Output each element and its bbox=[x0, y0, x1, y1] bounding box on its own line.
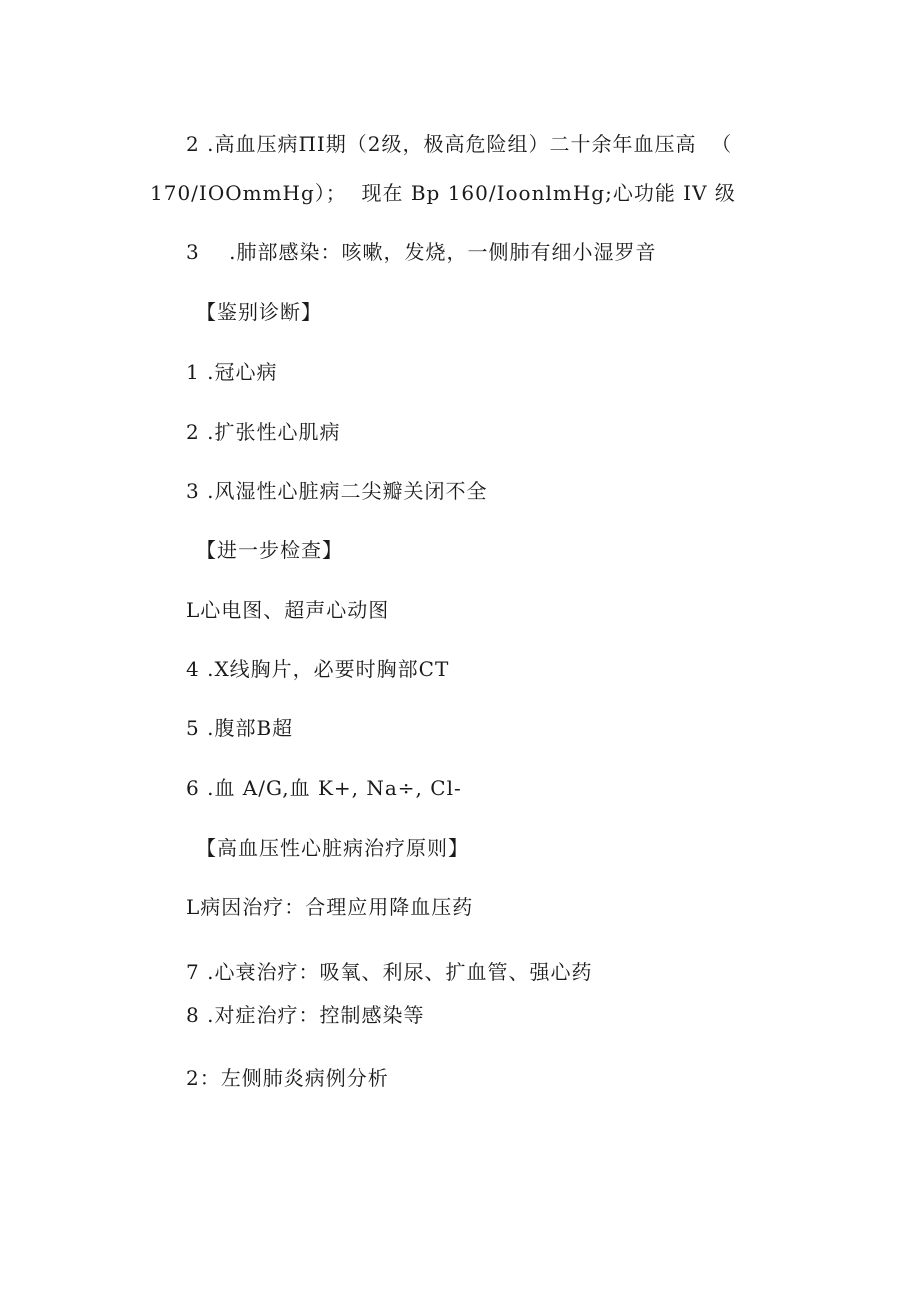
diagnosis-item-hypertension: 2 .高血压病ΠI期（2级，极高危险组）二十余年血压高 （ bbox=[186, 132, 733, 156]
differential-item-2: 2 .扩张性心肌病 bbox=[186, 420, 341, 444]
examination-item-5: 5 .腹部B超 bbox=[186, 716, 294, 740]
diagnosis-item-lung-infection: 3 .肺部感染：咳嗽，发烧，一侧肺有细小湿罗音 bbox=[186, 240, 657, 264]
examination-item-1: L心电图、超声心动图 bbox=[186, 598, 390, 622]
examination-item-6: 6 .血 A/G,血 K+, Na÷, Cl- bbox=[186, 776, 462, 800]
treatment-item-8: 8 .对症治疗：控制感染等 bbox=[186, 1003, 425, 1027]
section-heading-further-examination: 【进一步检查】 bbox=[196, 538, 343, 562]
differential-item-3: 3 .风湿性心脏病二尖瓣关闭不全 bbox=[186, 479, 488, 503]
differential-item-1: 1 .冠心病 bbox=[186, 360, 278, 384]
examination-item-4: 4 .X线胸片，必要时胸部CT bbox=[186, 657, 450, 681]
section-heading-differential-diagnosis: 【鉴别诊断】 bbox=[196, 300, 322, 324]
section-heading-treatment-principles: 【高血压性心脏病治疗原则】 bbox=[196, 836, 469, 860]
treatment-item-1: L病因治疗：合理应用降血压药 bbox=[186, 895, 474, 919]
treatment-item-7: 7 .心衰治疗：吸氧、利尿、扩血管、强心药 bbox=[186, 960, 593, 984]
diagnosis-item-hypertension-cont: 170/IOOmmHg）； 现在 Bp 160/IoonlmHg;心功能 IV 级 bbox=[150, 181, 736, 205]
case-heading-pneumonia: 2：左侧肺炎病例分析 bbox=[186, 1066, 389, 1090]
